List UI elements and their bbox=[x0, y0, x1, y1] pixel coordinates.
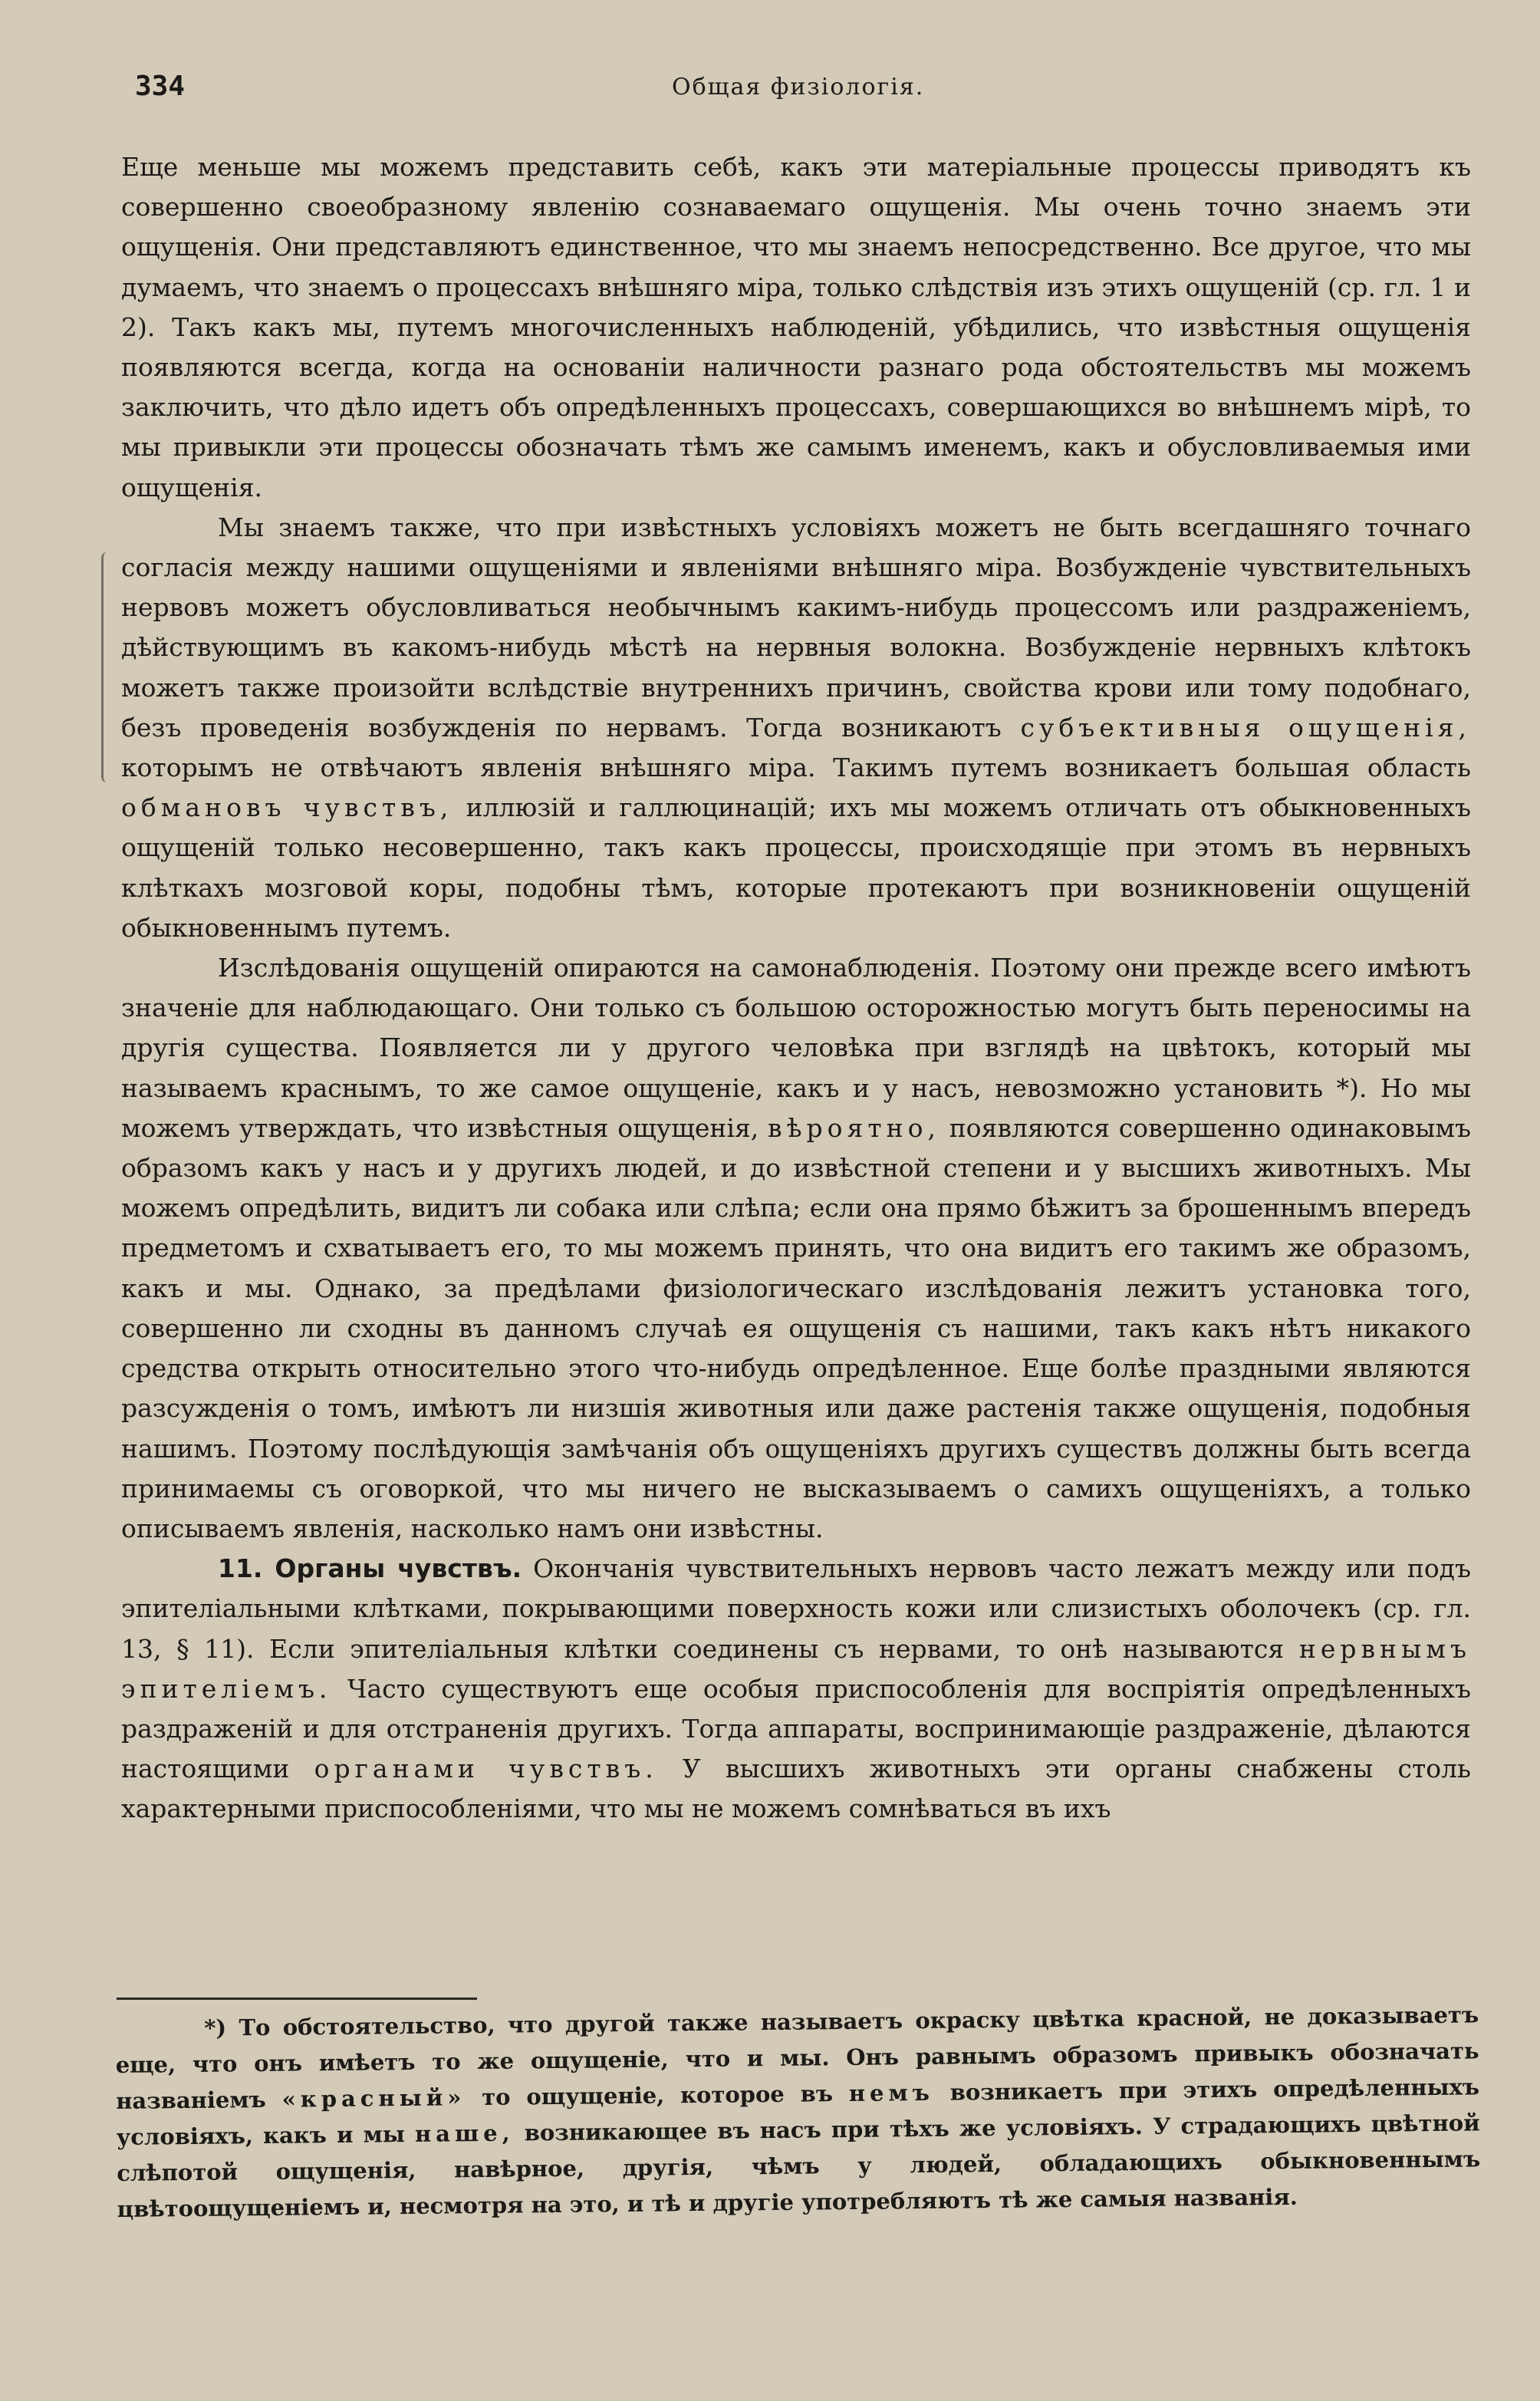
page-number: 334 bbox=[135, 71, 186, 102]
paragraph-3-text-b: появляются совершенно одинаковымъ образомъ какъ у насъ и у другихъ людей, и до извѣстной степени и у высшихъ животныхъ. Мы можемъ опредѣлить, видитъ ли собака или слѣпа; если она прямо бѣжитъ за брошеннымъ впередъ предметомъ и схватываетъ его, то мы можемъ принять, что она видитъ его такимъ же образомъ, какъ и мы. Однако, за предѣлами физіологическаго изслѣдованія лежитъ установка того, совершенно ли сходны въ данномъ случаѣ ея ощущенія съ нашими, такъ какъ нѣтъ никакого средства открыть относительно этого что-нибудь опредѣленное. Еще болѣе праздными являются разсужденія о томъ, имѣютъ ли низшія животныя или даже растенія также ощущенія, подобныя нашимъ. Поэтому послѣдующія замѣчанія объ ощущеніяхъ другихъ существъ должны быть всегда принимаемы съ оговоркой, что мы ничего не высказываемъ о самихъ ощущеніяхъ, а только описываемъ явленія, насколько намъ они извѣстны. bbox=[121, 1112, 1471, 1543]
spaced-emphasis: субъективныя ощущенія, bbox=[1020, 712, 1471, 743]
spaced-emphasis: обмановъ чувствъ, bbox=[121, 792, 453, 823]
paragraph-4 bbox=[121, 1549, 1471, 1829]
margin-pencil-mark bbox=[101, 552, 107, 782]
footnote-text bbox=[115, 1997, 1481, 2228]
paragraph-4-text-a: Окончанія чувствительныхъ нервовъ часто лежатъ между или подъ эпителіальными клѣтками, покрывающими поверхность кожи или слизистыхъ оболочекъ (ср. гл. 13, § 11). Если эпителіальныя клѣтки соединены съ нервами, то онѣ называются bbox=[121, 1553, 1471, 1664]
paragraph-4-text-b: Часто существуютъ еще особыя приспособленія для воспріятія опредѣленныхъ раздраженій и для отстраненія другихъ. Тогда аппараты, воспринимающіе раздраженіе, дѣлаются настоящими bbox=[121, 1673, 1471, 1784]
section-heading: 11. Органы чувствъ. bbox=[218, 1553, 522, 1584]
paragraph-2-text-a: Мы знаемъ также, что при извѣстныхъ условіяхъ можетъ не быть всегдашняго точнаго согласія между нашими ощущеніями и явленіями внѣшняго міра. Возбужденіе чувствительныхъ нервовъ можетъ обусловливаться необычнымъ какимъ-нибудь процессомъ или раздраженіемъ, дѣйствующимъ въ какомъ-нибудь мѣстѣ на нервныя волокна. Возбужденіе нервныхъ клѣтокъ можетъ также произойти вслѣдствіе внутреннихъ причинъ, свойства крови или тому подобнаго, безъ проведенія возбужденія по нервамъ. Тогда возникаютъ bbox=[121, 512, 1471, 743]
spaced-emphasis: вѣроятно, bbox=[768, 1112, 940, 1143]
spaced-emphasis: «красный» bbox=[281, 2084, 466, 2113]
spaced-emphasis: нервнымъ эпителіемъ. bbox=[121, 1633, 1471, 1704]
footnote-text-d: возникающее въ насъ при тѣхъ же условіяхъ. У страдающихъ цвѣтной слѣпотой ощущенія, навѣрное, другія, чѣмъ у людей, обладающихъ обыкновеннымъ цвѣтоощущеніемъ и, несмотря на это, и тѣ и другіе употребляютъ тѣ же самыя названія. bbox=[117, 2110, 1481, 2222]
footnote-text-a: *) То обстоятельство, что другой также называетъ окраску цвѣтка красной, не доказываетъ еще, что онъ имѣетъ то же ощущеніе, что и мы. Онъ равнымъ образомъ привыкъ обозначать названіемъ bbox=[115, 2001, 1479, 2114]
paragraph-2 bbox=[121, 508, 1471, 948]
paragraph-4-text-c: У высшихъ животныхъ эти органы снабжены столь характерными приспособленіями, что мы не можемъ сомнѣваться въ ихъ bbox=[121, 1754, 1471, 1824]
paragraph-3-text-a: Изслѣдованія ощущеній опираются на самонаблюденія. Поэтому они прежде всего имѣютъ значеніе для наблюдающаго. Они только съ большою осторожностью могутъ быть переносимы на другія существа. Появляется ли у другого человѣка при взглядѣ на цвѣтокъ, который мы называемъ краснымъ, то же самое ощущеніе, какъ и у насъ, невозможно установить *). Но мы можемъ утверждать, что извѣстныя ощущенія, bbox=[121, 953, 1471, 1143]
footnote-separator bbox=[117, 1998, 477, 2000]
paragraph-1-text: Еще меньше мы можемъ представить себѣ, какъ эти матеріальные процессы приводятъ къ совершенно своеобразному явленію сознаваемаго ощущенія. Мы очень точно знаемъ эти ощущенія. Они представляютъ единственное, что мы знаемъ непосредственно. Все другое, что мы думаемъ, что знаемъ о процессахъ внѣшняго міра, только слѣдствія изъ этихъ ощущеній (ср. гл. 1 и 2). Такъ какъ мы, путемъ многочисленныхъ наблюденій, убѣдились, что извѣстныя ощущенія появляются всегда, когда на основаніи наличности разнаго рода обстоятельствъ мы можемъ заключить, что дѣло идетъ объ опредѣленныхъ процессахъ, совершающихся во внѣшнемъ мірѣ, то мы привыкли эти процессы обозначать тѣмъ же самымъ именемъ, какъ и обусловливаемыя ими ощущенія. bbox=[121, 152, 1471, 502]
paragraph-3 bbox=[121, 948, 1471, 1549]
paragraph-1 bbox=[121, 147, 1471, 508]
spaced-emphasis: органами чувствъ. bbox=[314, 1754, 658, 1784]
footnote-text-c: возникаетъ при этихъ опредѣленныхъ условіяхъ, какъ и мы bbox=[116, 2073, 1480, 2150]
paragraph-2-text-b: которымъ не отвѣчаютъ явленія внѣшняго міра. Такимъ путемъ возникаетъ большая область bbox=[121, 753, 1471, 783]
spaced-emphasis: немъ bbox=[848, 2079, 935, 2106]
spaced-emphasis: наше, bbox=[414, 2119, 515, 2147]
paragraph-2-text-c: иллюзій и галлюцинацій; ихъ мы можемъ отличать отъ обыкновенныхъ ощущеній только несовершенно, такъ какъ процессы, происходящіе при этомъ въ нервныхъ клѣткахъ мозговой коры, подобны тѣмъ, которые протекаютъ при возникновеніи ощущеній обыкновеннымъ путемъ. bbox=[121, 792, 1471, 943]
footnote-text-b: то ощущеніе, которое въ bbox=[482, 2080, 834, 2110]
footnote bbox=[115, 1997, 1481, 2228]
page-header bbox=[135, 71, 1469, 109]
body-text bbox=[121, 147, 1471, 1830]
running-title: Общая физіологія. bbox=[672, 74, 925, 100]
